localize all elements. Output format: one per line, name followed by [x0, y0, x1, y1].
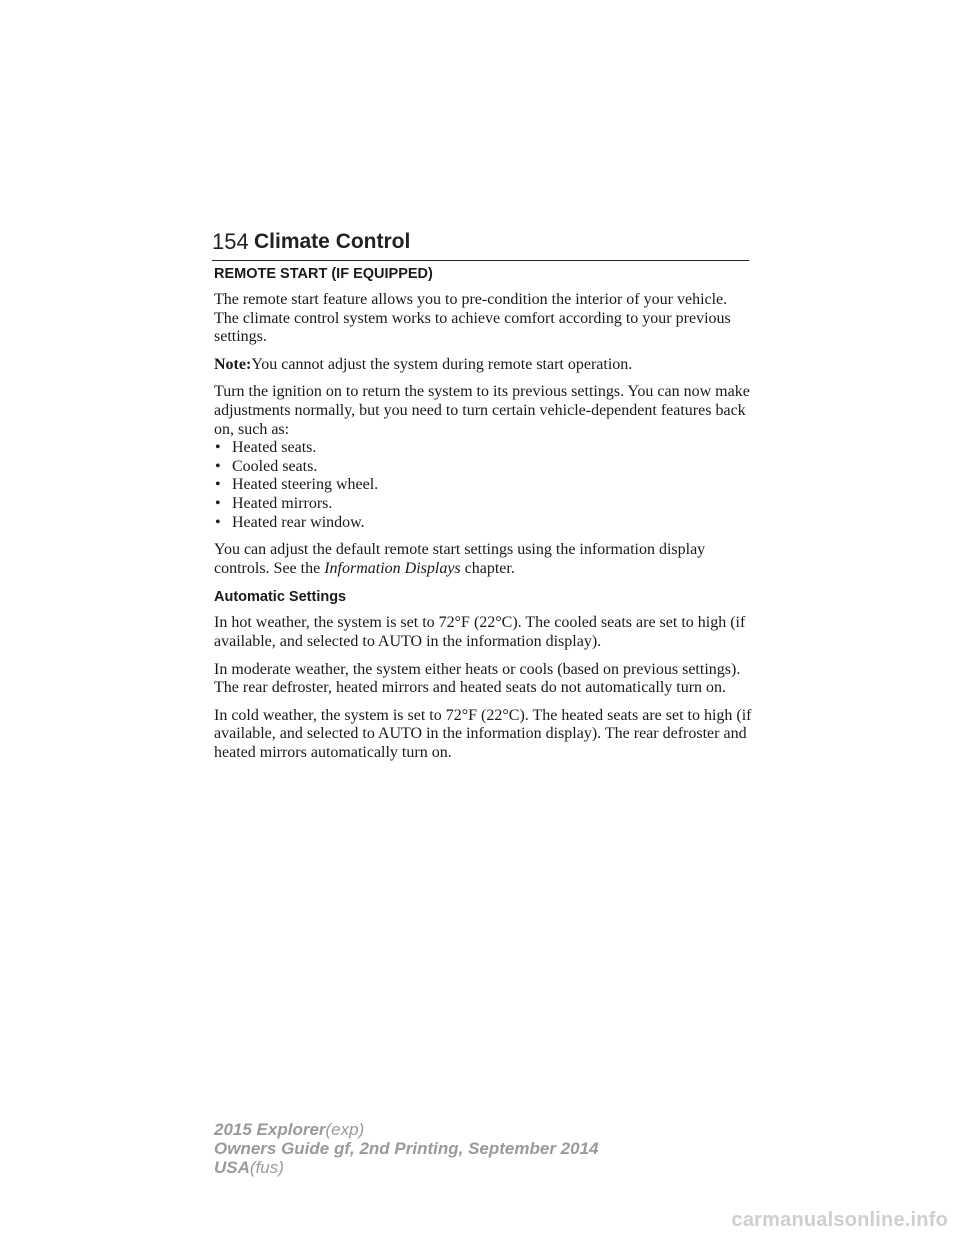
list-item: • Cooled seats.: [215, 457, 318, 475]
cold-weather-text: In cold weather, the system is set to 72°F (22°C). The heated seats are set to high (if available, and selected to AUTO in the information display). The rear defroster and heated mirrors automatically turn on.: [214, 706, 752, 761]
page-header: [212, 228, 749, 261]
site-watermark: carmanualsonline.info: [731, 1209, 948, 1231]
list-item: • Heated steering wheel.: [215, 476, 379, 494]
moderate-weather-text: In moderate weather, the system either heats or cools (based on previous settings). The rear defroster, heated mirrors and heated seats do not automatically turn on.: [214, 660, 741, 697]
chapter-reference: Information Displays: [324, 559, 461, 577]
note-text: You cannot adjust the system during remote start operation.: [251, 355, 633, 373]
bullet-icon: •: [215, 457, 221, 475]
bullet-icon: •: [215, 439, 221, 457]
vehicle-features-list: [214, 439, 754, 532]
remote-start-note: [214, 356, 754, 375]
footer-line-model: 2015 Explorer(exp): [214, 1120, 365, 1139]
page-number: 154: [212, 229, 249, 254]
note-label: Note:: [214, 355, 252, 373]
ignition-instructions: Turn the ignition on to return the system to its previous settings. You can now make adjustments normally, but you need to turn certain vehicle-dependent features back on, such as:: [214, 383, 750, 438]
footer-line-edition: Owners Guide gf, 2nd Printing, September 2014: [214, 1139, 599, 1158]
chapter-title: Climate Control: [254, 230, 411, 253]
adjust-settings-text: You can adjust the default remote start settings using the information display controls. See the Information Displays chapter.: [214, 541, 706, 577]
list-item: • Heated seats.: [215, 439, 317, 457]
section-heading-automatic-settings: Automatic Settings: [214, 589, 347, 606]
bullet-icon: •: [215, 476, 221, 494]
hot-weather-text: In hot weather, the system is set to 72°F (22°C). The cooled seats are set to high (if available, and selected to AUTO in the information display).: [214, 614, 746, 650]
list-item: • Heated rear window.: [215, 513, 365, 531]
document-footer: [214, 1120, 598, 1177]
bullet-icon: •: [215, 494, 221, 512]
bullet-icon: •: [215, 513, 221, 531]
footer-line-market: USA(fus): [214, 1158, 284, 1177]
section-heading-remote-start: REMOTE START (IF EQUIPPED): [214, 266, 433, 282]
remote-start-intro: The remote start feature allows you to pre-condition the interior of your vehicle. The climate control system works to achieve comfort according to your previous settings.: [214, 291, 731, 346]
page-content: [214, 264, 754, 771]
list-item: • Heated mirrors.: [215, 494, 333, 512]
